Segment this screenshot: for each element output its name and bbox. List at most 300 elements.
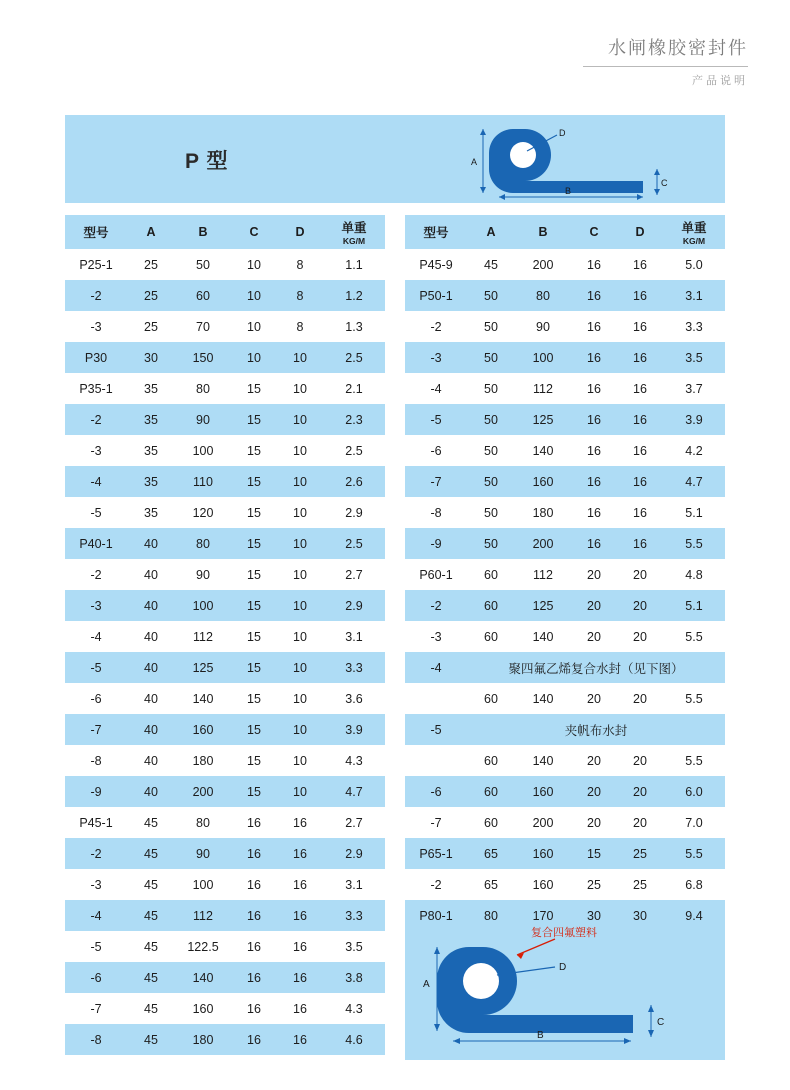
cell-value: 40 [127,776,175,807]
cell-value: 25 [617,869,663,900]
table-row [65,807,385,838]
label-a-bottom: A [423,979,430,990]
cell-value: 16 [617,435,663,466]
cell-value: 10 [277,373,323,404]
cell-value: 3.7 [663,373,725,404]
column-header: 型号 [405,215,467,249]
cell-value: 35 [127,373,175,404]
cell-value: 200 [515,528,571,559]
column-header: A [467,215,515,249]
cell-value: 125 [515,590,571,621]
cell-value: 15 [231,776,277,807]
column-header: C [571,215,617,249]
cell-value: 60 [467,590,515,621]
cell-value: 16 [277,993,323,1024]
table-row [65,683,385,714]
cell-value: 25 [571,869,617,900]
cell-value: 16 [617,311,663,342]
cell-model: P35-1 [65,373,127,404]
cell-model: -4 [65,621,127,652]
cell-value: 3.1 [323,869,385,900]
cell-value: 6.0 [663,776,725,807]
cell-value: 80 [515,280,571,311]
cell-value: 25 [127,249,175,280]
column-header: B [175,215,231,249]
cell-value: 10 [277,776,323,807]
table-row [405,404,725,435]
cell-value: 20 [617,807,663,838]
cell-value: 2.3 [323,404,385,435]
column-header: C [231,215,277,249]
cell-value: 16 [277,1024,323,1055]
cell-value: 16 [571,497,617,528]
cell-value: 60 [467,621,515,652]
cell-value: 140 [515,683,571,714]
cell-value: 20 [571,807,617,838]
cell-value: 4.6 [323,1024,385,1055]
cell-value: 45 [127,807,175,838]
cell-value: 140 [175,683,231,714]
cell-value: 5.5 [663,745,725,776]
cell-value: 45 [127,962,175,993]
cell-value: 15 [231,714,277,745]
label-d: D [559,128,566,138]
cell-model: -7 [405,466,467,497]
cell-value: 5.5 [663,528,725,559]
cell-model: -5 [65,931,127,962]
cell-value: 6.8 [663,869,725,900]
cell-value: 180 [175,1024,231,1055]
cell-value: 50 [467,528,515,559]
cell-value: 112 [175,900,231,931]
table-row [405,807,725,838]
cell-model: -5 [405,714,467,745]
cell-value: 1.1 [323,249,385,280]
cell-model: -2 [65,838,127,869]
cell-value: 16 [231,931,277,962]
cell-value: 2.5 [323,528,385,559]
spec-table-left-wrapper [65,215,385,1055]
cell-model: P50-1 [405,280,467,311]
cell-value: 60 [175,280,231,311]
cell-value: 15 [231,404,277,435]
cell-value: 180 [515,497,571,528]
cell-value: 20 [617,590,663,621]
cell-value: 90 [175,559,231,590]
cell-value: 10 [277,497,323,528]
cell-value: 15 [231,559,277,590]
cell-value: 30 [617,900,663,931]
page-title: 水闸橡胶密封件 [608,38,748,58]
p-profile-diagram [465,121,695,208]
cell-value: 16 [277,931,323,962]
cell-value: 16 [231,807,277,838]
cell-value: 10 [277,714,323,745]
cell-value: 60 [467,807,515,838]
cell-value: 3.5 [663,342,725,373]
cell-model: -2 [405,869,467,900]
table-row [65,962,385,993]
cell-value: 4.7 [323,776,385,807]
cell-value: 10 [231,280,277,311]
label-b-bottom: B [537,1030,544,1041]
cell-value: 16 [617,373,663,404]
cell-value: 125 [175,652,231,683]
cell-model: -2 [65,404,127,435]
cell-value: 16 [571,342,617,373]
cell-value: 3.3 [323,652,385,683]
cell-value: 4.2 [663,435,725,466]
cell-value: 30 [571,900,617,931]
table-row [405,559,725,590]
cell-value: 2.7 [323,559,385,590]
cell-value: 16 [617,466,663,497]
table-row [65,311,385,342]
cell-model: P25-1 [65,249,127,280]
cell-value: 15 [231,621,277,652]
cell-model: -6 [405,776,467,807]
cell-value: 200 [175,776,231,807]
cell-value: 2.9 [323,838,385,869]
cell-value: 5.5 [663,683,725,714]
cell-value: 20 [571,745,617,776]
cell-value: 3.3 [663,311,725,342]
column-header: 单重 KG/M [663,215,725,249]
cell-value: 16 [617,497,663,528]
cell-value: 160 [175,714,231,745]
cell-value: 30 [127,342,175,373]
cell-value: 16 [277,838,323,869]
unit-label: KG/M [342,236,366,246]
composite-profile-panel [405,925,725,1060]
cell-model: P30 [65,342,127,373]
cell-value: 20 [617,745,663,776]
cell-value: 90 [175,404,231,435]
label-d-bottom: D [559,962,567,973]
cell-value: 15 [231,497,277,528]
table-row [65,621,385,652]
composite-profile-diagram [405,925,725,1060]
cell-value: 70 [175,311,231,342]
cell-model: -4 [405,652,467,683]
table-row [65,838,385,869]
cell-value: 16 [231,869,277,900]
cell-model: -7 [65,714,127,745]
cell-value: 15 [231,745,277,776]
cell-model: -3 [65,590,127,621]
cell-model: -3 [65,311,127,342]
cell-value: 112 [175,621,231,652]
cell-model: -6 [65,962,127,993]
cell-value: 16 [231,1024,277,1055]
page-subtitle: 产品说明 [692,75,748,87]
cell-value: 45 [127,931,175,962]
cell-value: 16 [571,373,617,404]
cell-value: 15 [231,683,277,714]
cell-value: 170 [515,900,571,931]
cell-value: 15 [231,528,277,559]
cell-value: 40 [127,590,175,621]
cell-value: 20 [617,776,663,807]
cell-value: 10 [277,435,323,466]
cell-value: 25 [127,280,175,311]
table-row [405,466,725,497]
cell-value: 40 [127,528,175,559]
table-row [405,683,725,714]
cell-value: 20 [617,683,663,714]
column-header: 单重 KG/M [323,215,385,249]
cell-value: 16 [571,466,617,497]
cell-value: 16 [231,838,277,869]
cell-value: 50 [175,249,231,280]
table-row [65,404,385,435]
table-row [405,621,725,652]
cell-value: 16 [231,962,277,993]
table-row [405,373,725,404]
cell-model: P45-1 [65,807,127,838]
cell-value: 9.4 [663,900,725,931]
cell-value: 122.5 [175,931,231,962]
cell-value: 16 [571,404,617,435]
cell-model: -7 [405,807,467,838]
table-row [65,342,385,373]
cell-value: 8 [277,249,323,280]
page-header [583,34,748,88]
cell-value: 112 [515,559,571,590]
cell-value: 7.0 [663,807,725,838]
cell-value: 16 [617,404,663,435]
cell-value: 200 [515,807,571,838]
cell-value: 16 [617,342,663,373]
cell-value: 20 [617,621,663,652]
cell-model: -6 [65,683,127,714]
cell-value: 140 [515,621,571,652]
cell-value: 1.2 [323,280,385,311]
table-row [405,280,725,311]
cell-note: 聚四氟乙烯复合水封（见下图） [467,652,725,683]
cell-model: -5 [405,404,467,435]
table-row [65,466,385,497]
cell-value: 10 [277,683,323,714]
cell-value: 180 [175,745,231,776]
cell-model: -4 [65,466,127,497]
cell-value: 2.1 [323,373,385,404]
cell-value: 3.6 [323,683,385,714]
cell-value: 20 [571,590,617,621]
cell-value: 50 [467,311,515,342]
table-row [65,528,385,559]
cell-value: 20 [617,559,663,590]
table-row [65,559,385,590]
cell-value: 2.9 [323,590,385,621]
column-header: B [515,215,571,249]
cell-value: 20 [571,621,617,652]
cell-model: -8 [65,1024,127,1055]
cell-value: 160 [515,466,571,497]
cell-model: -6 [405,435,467,466]
cell-value: 65 [467,869,515,900]
cell-model: -3 [65,435,127,466]
cell-value: 16 [571,435,617,466]
cell-value: 200 [515,249,571,280]
table-row [65,652,385,683]
table-row [65,900,385,931]
cell-value: 10 [277,590,323,621]
cell-model: -8 [65,745,127,776]
cell-value: 25 [617,838,663,869]
table-row [65,993,385,1024]
cell-note: 夹帆布水封 [467,714,725,745]
cell-value: 45 [127,900,175,931]
table-row [405,838,725,869]
cell-value: 15 [571,838,617,869]
cell-value: 5.1 [663,590,725,621]
cell-value: 3.1 [323,621,385,652]
cell-value: 2.5 [323,342,385,373]
cell-value: 16 [571,249,617,280]
cell-value: 160 [175,993,231,1024]
cell-value: 5.5 [663,838,725,869]
cell-value: 50 [467,373,515,404]
table-row [405,745,725,776]
cell-value: 140 [175,962,231,993]
table-row [65,714,385,745]
cell-value: 40 [127,559,175,590]
cell-model: -4 [405,373,467,404]
cell-model: -8 [405,497,467,528]
cell-value: 5.0 [663,249,725,280]
cell-value: 10 [231,249,277,280]
cell-value: 90 [515,311,571,342]
cell-value: 40 [127,652,175,683]
table-row [405,714,725,745]
cell-value: 16 [617,280,663,311]
cell-value: 10 [231,311,277,342]
cell-value: 10 [277,745,323,776]
cell-value: 120 [175,497,231,528]
unit-label: KG/M [682,236,706,246]
cell-value: 3.5 [323,931,385,962]
label-c-bottom: C [657,1017,665,1028]
cell-value: 16 [277,900,323,931]
table-row [65,497,385,528]
cell-value: 25 [127,311,175,342]
cell-value: 10 [277,621,323,652]
cell-value: 16 [571,311,617,342]
table-row [65,931,385,962]
cell-model [405,745,467,776]
spec-table-left [65,215,385,1055]
cell-model: -5 [65,652,127,683]
cell-value: 80 [175,528,231,559]
cell-model: -2 [65,559,127,590]
cell-model: P40-1 [65,528,127,559]
cell-value: 140 [515,745,571,776]
cell-value: 100 [175,869,231,900]
cell-value: 100 [175,435,231,466]
cell-value: 16 [571,528,617,559]
cell-value: 10 [277,342,323,373]
table-row [405,311,725,342]
cell-value: 45 [127,838,175,869]
spec-table-right-wrapper [405,215,725,931]
cell-value: 60 [467,683,515,714]
label-a: A [471,157,478,167]
cell-model: P45-9 [405,249,467,280]
column-header: D [277,215,323,249]
table-row [405,342,725,373]
cell-value: 4.3 [323,745,385,776]
cell-value: 90 [175,838,231,869]
cell-value: 16 [277,869,323,900]
cell-value: 16 [617,528,663,559]
column-header: A [127,215,175,249]
table-row [405,249,725,280]
cell-value: 5.1 [663,497,725,528]
cell-value: 40 [127,714,175,745]
cell-value: 40 [127,683,175,714]
cell-value: 45 [127,993,175,1024]
table-row [65,869,385,900]
cell-value: 16 [571,280,617,311]
cell-value: 160 [515,838,571,869]
cell-value: 3.3 [323,900,385,931]
cell-value: 10 [277,466,323,497]
cell-value: 80 [175,807,231,838]
cell-value: 60 [467,559,515,590]
cell-model: P80-1 [405,900,467,931]
cell-value: 112 [515,373,571,404]
cell-value: 10 [277,652,323,683]
cell-value: 10 [231,342,277,373]
cell-value: 16 [277,807,323,838]
cell-value: 2.5 [323,435,385,466]
cell-value: 20 [571,683,617,714]
cell-value: 15 [231,435,277,466]
table-row [405,776,725,807]
table-row [65,745,385,776]
cell-value: 80 [175,373,231,404]
cell-value: 60 [467,745,515,776]
table-row [405,435,725,466]
cell-model: -5 [65,497,127,528]
cell-value: 2.6 [323,466,385,497]
type-banner [65,115,725,203]
cell-value: 160 [515,869,571,900]
spec-table-right [405,215,725,931]
table-row [65,590,385,621]
table-row [65,249,385,280]
cell-value: 3.9 [663,404,725,435]
header-divider [583,66,748,67]
cell-value: 15 [231,652,277,683]
cell-model [405,683,467,714]
cell-value: 16 [231,900,277,931]
label-c: C [661,178,668,188]
cell-value: 45 [127,869,175,900]
cell-value: 65 [467,838,515,869]
cell-value: 50 [467,280,515,311]
cell-value: 4.7 [663,466,725,497]
cell-value: 140 [515,435,571,466]
cell-model: -2 [405,311,467,342]
cell-value: 40 [127,621,175,652]
table-row [65,776,385,807]
cell-value: 100 [175,590,231,621]
cell-value: 15 [231,590,277,621]
cell-model: -3 [405,342,467,373]
table-row [65,280,385,311]
